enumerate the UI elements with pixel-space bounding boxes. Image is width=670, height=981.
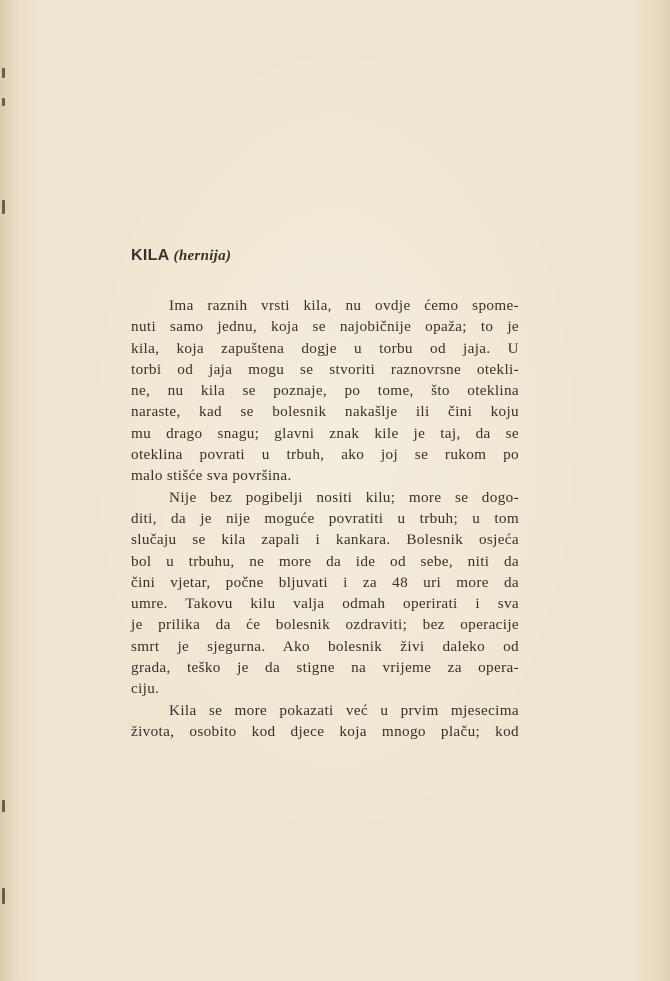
text-line: Kila se more pokazati već u prvim mjesecima	[169, 701, 519, 719]
text-line: grada, teško je da stigne na vrijeme za opera-	[131, 659, 519, 677]
text-line: života, osobito kod djece koja mnogo plaču; kod	[131, 722, 519, 740]
binding-mark	[2, 68, 5, 78]
text-line: oteklina povrati u trbuh, ako joj se rukom po	[131, 446, 519, 464]
text-line: Nije bez pogibelji nositi kilu; more se dogo-	[169, 488, 519, 506]
article-heading	[131, 245, 519, 267]
text-line: kila, koja zapuštena dogje u torbu od jaja. U	[131, 339, 519, 357]
text-line: malo stišće sva površina.	[131, 467, 292, 485]
text-line: bol u trbuhu, ne more da ide od sebe, niti da	[131, 552, 519, 570]
article-subtitle: (hernija)	[173, 248, 232, 264]
binding-mark	[2, 200, 5, 214]
text-line: mu drago snagu; glavni znak kile je taj, da se	[131, 424, 519, 442]
text-line: slučaju se kila zapali i kankara. Bolesnik osjeća	[131, 531, 519, 549]
binding-mark	[2, 800, 5, 812]
text-line: torbi od jaja mogu se stvoriti raznovrsne otekli-	[131, 360, 519, 378]
article	[131, 245, 519, 742]
text-line: nuti samo jednu, koja se najobičnije opaža; to je	[131, 318, 519, 336]
text-line: čini vjetar, počne bljuvati i za 48 uri more da	[131, 573, 519, 591]
paragraph	[131, 700, 519, 743]
text-line: umre. Takovu kilu valja odmah operirati i sva	[131, 595, 519, 613]
text-line: je prilika da će bolesnik ozdraviti; bez operacije	[131, 616, 519, 634]
article-title: KILA	[131, 247, 170, 264]
binding-mark	[2, 98, 5, 106]
text-line: diti, da je nije moguće povratiti u trbuh; u tom	[131, 509, 519, 527]
text-line: smrt je sjegurna. Ako bolesnik živi daleko od	[131, 637, 519, 655]
text-line: naraste, kad se bolesnik nakašlje ili čini koju	[131, 403, 519, 421]
text-line: ne, nu kila se poznaje, po tome, što oteklina	[131, 382, 519, 400]
paragraph	[131, 487, 519, 700]
binding-mark	[2, 888, 5, 904]
text-line: ciju.	[131, 680, 160, 698]
paragraph	[131, 295, 519, 487]
text-line: Ima raznih vrsti kila, nu ovdje ćemo spome-	[169, 297, 519, 314]
